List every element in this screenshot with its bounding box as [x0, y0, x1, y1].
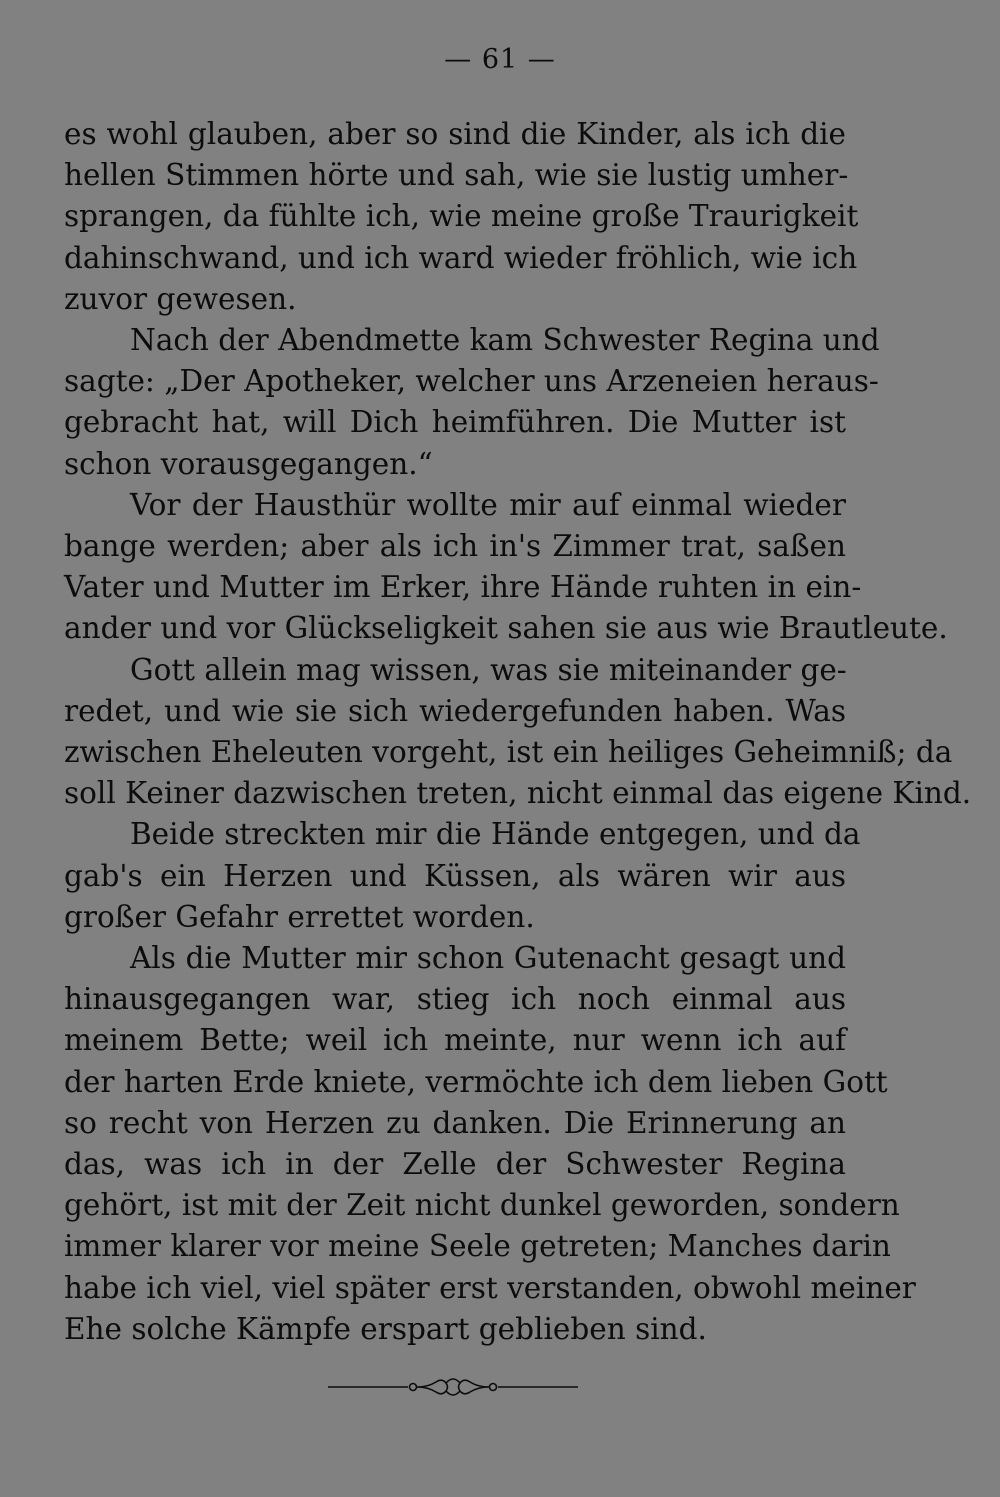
paragraph — [64, 485, 948, 650]
text-line: soll Keiner dazwischen treten, nicht einmal das eigene Kind. — [64, 776, 972, 811]
text-line: sagte: „Der Apotheker, welcher uns Arzeneien heraus- — [64, 364, 879, 399]
text-line: der harten Erde kniete, vermöchte ich dem lieben Gott — [64, 1064, 888, 1099]
text-line: das, was ich in der Zelle der Schwester Regina — [64, 1147, 846, 1182]
text-line: hinausgegangen war, stieg ich noch einmal aus — [64, 982, 846, 1017]
text-line: zwischen Eheleuten vorgeht, ist ein heiliges Geheimniß; da — [64, 735, 953, 770]
text-line: Vater und Mutter im Erker, ihre Hände ruhten in ein- — [64, 570, 862, 605]
text-line: gebracht hat, will Dich heimführen. Die Mutter ist — [64, 405, 846, 440]
text-line: so recht von Herzen zu danken. Die Erinnerung an — [64, 1105, 846, 1140]
text-line: habe ich viel, viel später erst verstanden, obwohl meiner — [64, 1270, 916, 1305]
text-line: meinem Bette; weil ich meinte, nur wenn ich auf — [64, 1023, 846, 1058]
text-line: ander und vor Glückseligkeit sahen sie aus wie Brautleute. — [64, 611, 948, 646]
paragraph — [64, 114, 859, 320]
text-line: gab's ein Herzen und Küssen, als wären wir aus — [64, 858, 846, 893]
text-line: Beide streckten mir die Hände entgegen, und da — [130, 817, 861, 852]
body-text — [64, 114, 972, 1350]
paragraph — [64, 814, 861, 938]
paragraph — [64, 938, 916, 1350]
text-line: schon vorausgegangen.“ — [64, 446, 433, 481]
text-line: sprangen, da fühlte ich, wie meine große Traurigkeit — [64, 199, 859, 234]
text-line: redet, und wie sie sich wiedergefunden haben. Was — [64, 693, 846, 728]
text-line: Nach der Abendmette kam Schwester Regina und — [130, 323, 880, 358]
page-number: — 61 — — [444, 44, 556, 75]
text-line: großer Gefahr errettet worden. — [64, 899, 535, 934]
text-line: zuvor gewesen. — [64, 281, 297, 316]
text-line: bange werden; aber als ich in's Zimmer trat, saßen — [64, 529, 846, 564]
text-line: es wohl glauben, aber so sind die Kinder, als ich die — [64, 117, 846, 151]
text-line: Ehe solche Kämpfe erspart geblieben sind. — [64, 1311, 707, 1346]
paragraph — [64, 320, 880, 485]
text-line: Vor der Hausthür wollte mir auf einmal wieder — [130, 487, 846, 522]
text-line: hellen Stimmen hörte und sah, wie sie lustig umher- — [64, 158, 849, 193]
text-line: Als die Mutter mir schon Gutenacht gesagt und — [130, 941, 846, 976]
paragraph — [64, 650, 972, 815]
text-line: dahinschwand, und ich ward wieder fröhlich, wie ich — [64, 240, 858, 275]
text-line: gehört, ist mit der Zeit nicht dunkel geworden, sondern — [64, 1188, 900, 1223]
text-line: Gott allein mag wissen, was sie miteinander ge- — [130, 652, 847, 687]
text-line: immer klarer vor meine Seele getreten; Manches darin — [64, 1229, 891, 1264]
end-of-chapter-flourish-icon — [328, 1372, 578, 1402]
